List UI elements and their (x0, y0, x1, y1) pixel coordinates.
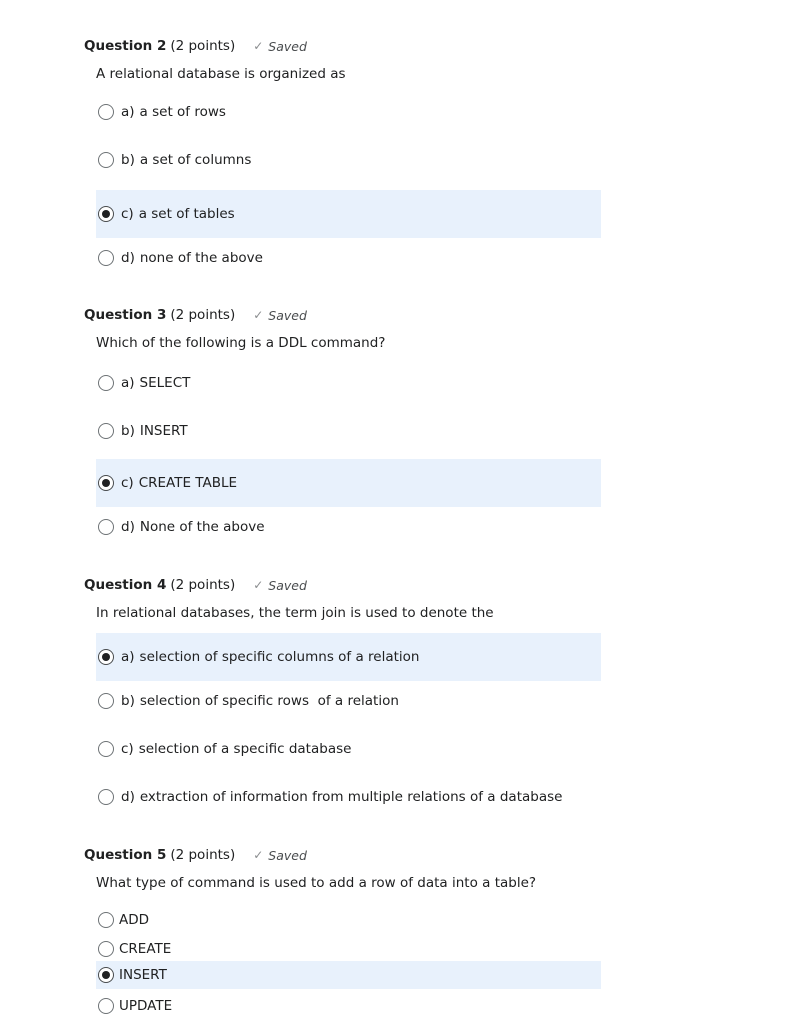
option-label: selection of specific columns of a relation (139, 649, 420, 665)
question-number: Question 2 (84, 38, 167, 54)
question-5-option-update[interactable] (96, 992, 601, 1020)
option-label: extraction of information from multiple relations of a database (139, 789, 563, 805)
question-2-option-d[interactable] (96, 234, 601, 282)
question-number: Question 5 (84, 847, 167, 863)
checkmark-icon: ✓ (253, 848, 264, 862)
question-2-option-b[interactable] (96, 136, 601, 184)
radio-button[interactable] (98, 998, 114, 1014)
saved-label: Saved (268, 38, 307, 54)
radio-button[interactable] (98, 693, 114, 709)
question-2-header (84, 35, 307, 57)
saved-status (253, 848, 307, 863)
saved-status (253, 308, 307, 323)
option-prefix: a) (121, 104, 135, 120)
question-5-text: What type of command is used to add a row of data into a table? (96, 875, 537, 891)
question-5-option-add[interactable] (96, 906, 601, 934)
question-points: (2 points) (170, 307, 236, 323)
question-3-option-a[interactable] (96, 359, 601, 407)
option-prefix: c) (121, 741, 134, 757)
checkmark-icon: ✓ (253, 578, 264, 592)
question-2-option-a[interactable] (96, 88, 601, 136)
radio-button-selected[interactable] (98, 967, 114, 983)
option-label: none of the above (139, 250, 263, 266)
radio-button-selected[interactable] (98, 475, 114, 491)
question-3-option-d[interactable] (96, 503, 601, 551)
radio-button[interactable] (98, 250, 114, 266)
option-prefix: a) (121, 649, 135, 665)
radio-button[interactable] (98, 741, 114, 757)
option-label: a set of rows (139, 104, 226, 120)
option-label: a set of tables (138, 206, 235, 222)
option-label: INSERT (139, 423, 188, 439)
option-prefix: d) (121, 250, 135, 266)
question-3-option-b[interactable] (96, 407, 601, 455)
option-prefix: b) (121, 423, 135, 439)
question-number: Question 4 (84, 577, 167, 593)
option-prefix: a) (121, 375, 135, 391)
option-label: None of the above (139, 519, 265, 535)
saved-label: Saved (268, 307, 307, 323)
question-5-option-create[interactable] (96, 935, 601, 963)
option-label: selection of a specific database (138, 741, 352, 757)
radio-button[interactable] (98, 375, 114, 391)
checkmark-icon: ✓ (253, 308, 264, 322)
option-prefix: b) (121, 693, 135, 709)
option-label: SELECT (139, 375, 191, 391)
question-number: Question 3 (84, 307, 167, 323)
radio-button[interactable] (98, 912, 114, 928)
option-label: CREATE TABLE (138, 475, 238, 491)
option-label: CREATE (119, 941, 172, 957)
question-2-text: A relational database is organized as (96, 66, 346, 82)
option-label: ADD (119, 912, 150, 928)
radio-button[interactable] (98, 789, 114, 805)
question-3-option-c[interactable] (96, 459, 601, 507)
question-5-header (84, 844, 307, 866)
question-4-option-c[interactable] (96, 725, 601, 773)
saved-status (253, 578, 307, 593)
question-3-text: Which of the following is a DDL command? (96, 335, 386, 351)
question-4-text: In relational databases, the term join is used to denote the (96, 605, 494, 621)
option-prefix: c) (121, 206, 134, 222)
question-5-option-insert[interactable] (96, 961, 601, 989)
question-points: (2 points) (170, 38, 236, 54)
option-prefix: d) (121, 519, 135, 535)
saved-label: Saved (268, 847, 307, 863)
question-4-header (84, 574, 307, 596)
option-prefix: c) (121, 475, 134, 491)
question-4-option-a[interactable] (96, 633, 601, 681)
option-prefix: d) (121, 789, 135, 805)
option-label: selection of specific rows of a relation (139, 693, 399, 709)
question-4-option-b[interactable] (96, 677, 601, 725)
checkmark-icon: ✓ (253, 39, 264, 53)
radio-button-selected[interactable] (98, 206, 114, 222)
radio-button[interactable] (98, 104, 114, 120)
question-4-option-d[interactable] (96, 773, 601, 821)
radio-button[interactable] (98, 941, 114, 957)
option-label: a set of columns (139, 152, 252, 168)
saved-status (253, 39, 307, 54)
option-label: UPDATE (119, 998, 173, 1014)
question-2-option-c[interactable] (96, 190, 601, 238)
option-prefix: b) (121, 152, 135, 168)
question-3-header (84, 304, 307, 326)
option-label: INSERT (119, 967, 167, 983)
radio-button[interactable] (98, 152, 114, 168)
radio-button[interactable] (98, 423, 114, 439)
question-points: (2 points) (170, 577, 236, 593)
saved-label: Saved (268, 577, 307, 593)
radio-button[interactable] (98, 519, 114, 535)
question-points: (2 points) (170, 847, 236, 863)
radio-button-selected[interactable] (98, 649, 114, 665)
